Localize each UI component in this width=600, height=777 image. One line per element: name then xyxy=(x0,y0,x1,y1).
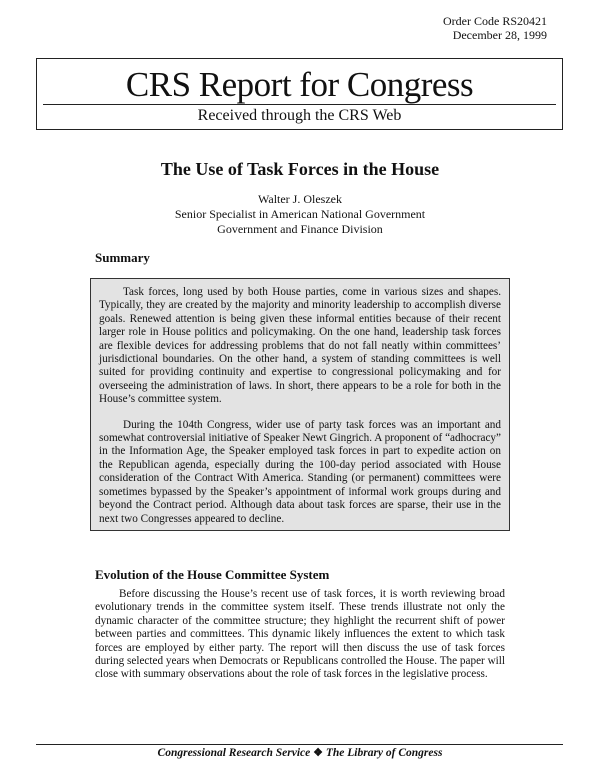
summary-box xyxy=(90,278,510,531)
order-code: Order Code RS20421 xyxy=(443,14,547,28)
summary-heading: Summary xyxy=(95,250,150,265)
author-name: Walter J. Oleszek xyxy=(258,192,342,206)
summary-paragraph-1: Task forces, long used by both House parties, come in various sizes and shapes. Typically, they are created by the majority and minority leadership to accomplish diverse goals. Renewed attention is being given these informal entities because of their recent larger role in House politics and policymaking. On the one hand, leadership task forces are flexible devices for addressing problems that do not fall neatly within committees’ jurisdictional boundaries. On the other hand, a system of standing committees is well suited for providing continuity and expertise to congressional policymaking and for overseeing the administration of laws. In short, there appears to be a role for both in the House’s committee system. xyxy=(99,286,501,406)
report-banner xyxy=(36,58,563,130)
summary-paragraph-2: During the 104th Congress, wider use of party task forces was an important and somewhat controversial initiative of Speaker Newt Gingrich. A proponent of “adhocracy” in the Information Age, the Speaker employed task forces in part to expedite action on the Republican agenda, especially during the 100-day period associated with House consideration of the Contract With America. Standing (or permanent) committees were sometimes bypassed by the Speaker’s appointment of informal work groups during and beyond the Contract period. Although data about task forces are sparse, their use in the next two Congresses appeared to decline. xyxy=(99,418,501,525)
footer-divider xyxy=(36,744,563,745)
document-title: The Use of Task Forces in the House xyxy=(160,159,440,179)
section-heading: Evolution of the House Committee System xyxy=(95,567,330,582)
author-block xyxy=(0,192,600,237)
order-info xyxy=(443,14,547,42)
order-date: December 28, 1999 xyxy=(452,28,547,42)
banner-subtitle: Received through the CRS Web xyxy=(197,107,402,124)
footer xyxy=(0,746,600,760)
banner-title: CRS Report for Congress xyxy=(125,65,474,104)
footer-left: Congressional Research Service xyxy=(157,747,311,759)
diamond-icon: ❖ xyxy=(313,747,323,759)
author-position: Senior Specialist in American National Government xyxy=(174,207,426,221)
author-division: Government and Finance Division xyxy=(217,222,383,236)
section-paragraph: Before discussing the House’s recent use of task forces, it is worth reviewing broad evolutionary trends in the committee system itself. These trends illustrate not only the dynamic character of the committee structure; they highlight the recurrent shift of power between parties and committees. This dynamic likely influences the extent to which task forces are employed by either party. The report will then discuss the use of task forces during selected years when Democrats or Republicans controlled the House. The paper will close with summary observations about the role of task forces in the legislative process. xyxy=(95,588,505,681)
footer-right: The Library of Congress xyxy=(325,747,443,759)
banner-divider xyxy=(43,104,556,105)
